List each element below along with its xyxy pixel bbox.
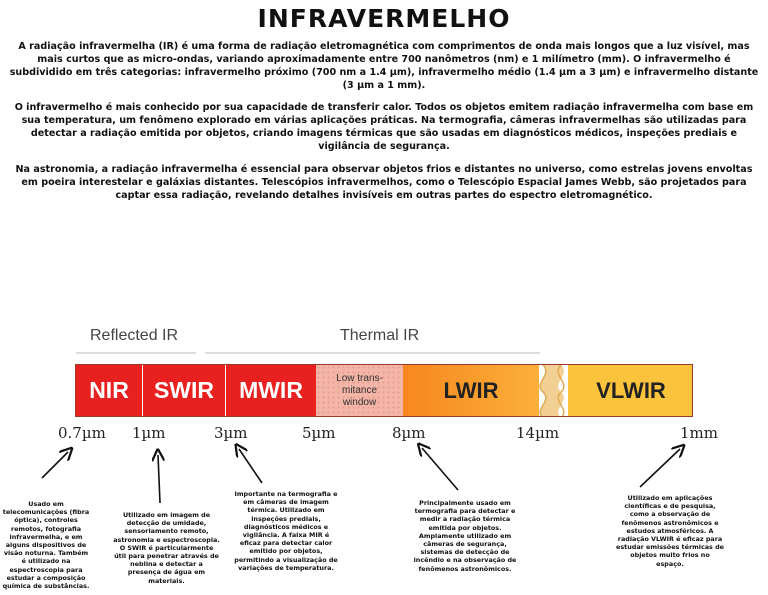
band-lwir: LWIR — [403, 365, 539, 416]
tick-label: 14µm — [516, 424, 560, 442]
tick-label: 1µm — [132, 424, 166, 442]
note-nir: Usado em telecomunicações (fibra óptica), controles remotos, fotografia infravermelha, e em alguns dispositivos de visão noturna. Também é utilizado na espectroscopia para estudar a composição química de substâncias. — [2, 500, 90, 591]
band-mwir: MWIR — [226, 365, 316, 416]
tick-label: 0.7µm — [58, 424, 106, 442]
note-vlwir: Utilizado em aplicações científicas e de pesquisa, como a observação de fenômenos astronômicos e estudos atmosféricos. A radiação VLWIR é eficaz para estudar emissões térmicas de objetos muito frios no espaço. — [616, 494, 724, 568]
note-swir: Utilizado em imagem de detecção de umidade, sensoriamento remoto, astronomia e espectroscopia. O SWIR é particularmente útil para penetrar através de neblina e detectar a presença de água em materiais. — [113, 511, 220, 585]
astronomy-paragraph: Na astronomia, a radiação infravermelha é essencial para observar objetos frios e distantes no universo, como estrelas jovens envoltas em poeira interestelar e galáxias distantes. Telescópios infravermelhos, como o Telescópio Espacial James Webb, são projetados para captar essa radiação, revelando detalhes invisíveis em outras partes do espectro eletromagnético. — [15, 164, 753, 201]
arrow-vlwir — [640, 449, 680, 487]
note-mwir: Importante na termografia e em câmeras de imagem térmica. Utilizado em inspeções prediais, diagnósticos médicos e vigilância. A faixa MIR é eficaz para detectar calor emitido por objetos, permitindo a visualização de variações de temperatura. — [234, 490, 338, 572]
page-title: INFRAVERMELHO — [257, 4, 511, 33]
thermal-ir-label: Thermal IR — [340, 327, 420, 344]
band-nir: NIR — [76, 365, 142, 416]
note-lwir: Principalmente usado em termografia para detectar e medir a radiação térmica emitida por objetos. Amplamente utilizado em câmeras de segurança, sistemas de detecção de incêndio e na observação de fenômenos astronômicos. — [413, 499, 517, 573]
band-low-transmitance-window: Low trans- mitance window — [316, 365, 403, 416]
reflected-ir-label: Reflected IR — [90, 327, 179, 344]
arrow-swir — [158, 455, 160, 503]
tick-label: 5µm — [302, 424, 336, 442]
tick-label: 3µm — [214, 424, 248, 442]
tick-label: 1mm — [680, 424, 718, 442]
intro-paragraph: A radiação infravermelha (IR) é uma forma de radiação eletromagnética com comprimentos de onda mais longos que a luz visível, mas mais curtos que as micro-ondas, variando aproximadamente entre 700 nanômetros (nm) e 1 milímetro (mm). O infravermelho é subdividido em três categorias: infravermelho próximo (700 nm a 1.4 µm), infravermelho médio (1.4 µm a 3 µm) e infravermelho distante (3 µm a 1 mm). — [9, 41, 759, 91]
arrow-lwir — [422, 448, 458, 490]
heat-paragraph: O infravermelho é mais conhecido por sua capacidade de transferir calor. Todos os objetos emitem radiação infravermelha com base em sua temperatura, um fenômeno explorado em várias aplicações práticas. Na termografia, câmeras infravermelhas são utilizadas para detectar a radiação emitida por objetos, criando imagens térmicas que são usadas em diagnósticos médicos, inspeções prediais e vigilância de segurança. — [14, 102, 754, 152]
arrow-nir — [42, 452, 68, 478]
arrow-mwir — [239, 449, 262, 483]
tick-label: 8µm — [392, 424, 426, 442]
band-vlwir: VLWIR — [568, 365, 693, 416]
band-swir: SWIR — [143, 365, 225, 416]
